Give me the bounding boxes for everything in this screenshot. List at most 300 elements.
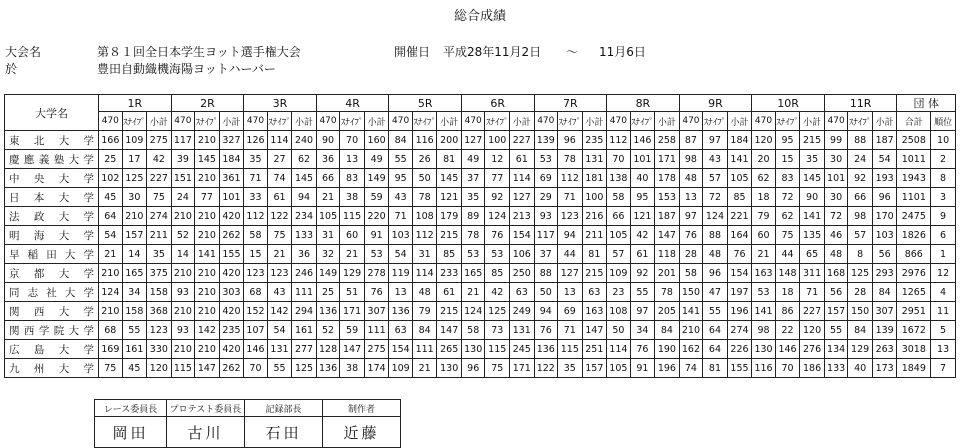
score-cell: 30 [824, 150, 848, 169]
score-cell: 21 [340, 245, 365, 264]
score-cell: 220 [364, 207, 389, 226]
score-cell: 48 [703, 245, 728, 264]
snipe-header: ｽﾅｲﾌﾟ [195, 112, 220, 131]
score-cell: 31 [412, 245, 437, 264]
score-cell: 102 [99, 169, 123, 188]
score-cell: 45 [122, 359, 147, 378]
score-cell: 303 [219, 283, 244, 302]
class-470-header: 470 [752, 112, 776, 131]
score-cell: 251 [582, 340, 607, 359]
score-cell: 115 [171, 359, 195, 378]
score-cell: 95 [630, 188, 655, 207]
score-cell: 117 [171, 131, 195, 150]
score-cell: 13 [679, 188, 703, 207]
race-header: 9R [679, 95, 752, 112]
score-cell: 88 [848, 131, 873, 150]
score-cell: 71 [558, 188, 583, 207]
university-name: 早稲田大学 [5, 245, 99, 264]
score-cell: 64 [703, 321, 728, 340]
score-cell: 115 [485, 340, 510, 359]
score-cell: 93 [171, 321, 195, 340]
score-cell: 15 [775, 150, 800, 169]
score-cell: 146 [775, 340, 800, 359]
snipe-header: ｽﾅｲﾌﾟ [558, 112, 583, 131]
score-cell: 92 [485, 188, 510, 207]
snipe-header: ｽﾅｲﾌﾟ [848, 112, 873, 131]
score-cell: 51 [340, 283, 365, 302]
score-cell: 107 [244, 321, 268, 340]
score-cell: 245 [510, 340, 535, 359]
score-cell: 29 [534, 188, 558, 207]
snipe-header: ｽﾅｲﾌﾟ [267, 112, 292, 131]
score-cell: 56 [872, 245, 897, 264]
score-cell: 98 [848, 207, 873, 226]
score-cell: 83 [775, 169, 800, 188]
team-rank-cell: 2 [931, 150, 956, 169]
score-cell: 34 [630, 321, 655, 340]
score-cell: 246 [292, 264, 317, 283]
score-cell: 124 [703, 207, 728, 226]
team-total-cell: 3018 [897, 340, 931, 359]
date-to: 11月6日 [599, 45, 646, 59]
score-cell: 215 [582, 264, 607, 283]
score-cell: 60 [340, 226, 365, 245]
score-cell: 165 [461, 264, 485, 283]
class-470-header: 470 [244, 112, 268, 131]
score-cell: 116 [412, 131, 437, 150]
event-name: 第８１回全日本学生ヨット選手権大会 [97, 45, 301, 59]
date-label: 開催日 [394, 45, 431, 59]
team-total-cell: 2976 [897, 264, 931, 283]
score-cell: 420 [219, 207, 244, 226]
subtotal-header: 小計 [872, 112, 897, 131]
score-cell: 52 [171, 226, 195, 245]
race-header: 4R [316, 95, 389, 112]
team-rank-cell: 7 [931, 359, 956, 378]
score-cell: 122 [534, 359, 558, 378]
score-cell: 120 [147, 359, 172, 378]
score-cell: 71 [389, 207, 413, 226]
score-cell: 96 [558, 131, 583, 150]
score-cell: 307 [872, 302, 897, 321]
score-cell: 47 [703, 283, 728, 302]
score-cell: 66 [848, 188, 873, 207]
class-470-header: 470 [316, 112, 340, 131]
score-cell: 103 [872, 226, 897, 245]
score-cell: 85 [727, 188, 752, 207]
score-cell: 173 [872, 359, 897, 378]
score-cell: 158 [147, 283, 172, 302]
score-cell: 161 [292, 321, 317, 340]
score-cell: 21 [316, 188, 340, 207]
score-cell: 85 [437, 245, 462, 264]
subtotal-header: 小計 [800, 112, 825, 131]
score-cell: 138 [607, 169, 631, 188]
team-rank-cell: 10 [931, 131, 956, 150]
score-cell: 210 [195, 302, 220, 321]
subtotal-header: 小計 [510, 112, 535, 131]
score-cell: 235 [582, 131, 607, 150]
class-470-header: 470 [99, 112, 123, 131]
score-cell: 234 [292, 207, 317, 226]
score-cell: 178 [655, 169, 680, 188]
score-cell: 114 [412, 264, 437, 283]
score-cell: 205 [655, 302, 680, 321]
snipe-header: ｽﾅｲﾌﾟ [122, 112, 147, 131]
score-cell: 139 [534, 131, 558, 150]
score-cell: 75 [99, 359, 123, 378]
score-cell: 84 [655, 321, 680, 340]
table-row [5, 302, 956, 321]
snipe-header: ｽﾅｲﾌﾟ [630, 112, 655, 131]
score-cell: 109 [389, 359, 413, 378]
score-cell: 90 [800, 188, 825, 207]
score-cell: 162 [679, 340, 703, 359]
score-cell: 148 [775, 264, 800, 283]
score-cell: 101 [630, 150, 655, 169]
university-name: 日本大学 [5, 188, 99, 207]
score-cell: 116 [752, 359, 776, 378]
date-separator: ～ [566, 45, 579, 59]
score-cell: 27 [267, 150, 292, 169]
score-cell: 147 [340, 340, 365, 359]
score-cell: 186 [800, 359, 825, 378]
score-cell: 165 [122, 264, 147, 283]
score-cell: 215 [800, 131, 825, 150]
score-cell: 50 [534, 283, 558, 302]
score-cell: 55 [824, 321, 848, 340]
score-cell: 38 [340, 188, 365, 207]
score-cell: 76 [485, 226, 510, 245]
score-cell: 141 [679, 302, 703, 321]
university-name: 明海大学 [5, 226, 99, 245]
score-cell: 26 [412, 150, 437, 169]
score-cell: 420 [219, 340, 244, 359]
team-header: 団 体 [897, 95, 956, 112]
score-cell: 54 [99, 226, 123, 245]
score-cell: 76 [630, 340, 655, 359]
score-cell: 210 [99, 302, 123, 321]
signature-role: 制作者 [323, 400, 401, 417]
score-cell: 136 [389, 302, 413, 321]
score-cell: 59 [340, 321, 365, 340]
score-cell: 210 [171, 302, 195, 321]
score-cell: 121 [630, 207, 655, 226]
score-cell: 190 [655, 340, 680, 359]
score-cell: 101 [824, 169, 848, 188]
score-cell: 131 [510, 321, 535, 340]
score-cell: 40 [848, 359, 873, 378]
snipe-header: ｽﾅｲﾌﾟ [412, 112, 437, 131]
score-cell: 66 [607, 207, 631, 226]
score-cell: 125 [122, 169, 147, 188]
team-total-cell: 1101 [897, 188, 931, 207]
score-cell: 274 [727, 321, 752, 340]
score-cell: 157 [122, 226, 147, 245]
score-cell: 136 [316, 302, 340, 321]
score-cell: 420 [219, 264, 244, 283]
university-name: 関西大学 [5, 302, 99, 321]
score-cell: 81 [703, 359, 728, 378]
score-cell: 53 [485, 245, 510, 264]
score-cell: 36 [292, 245, 317, 264]
score-cell: 92 [848, 169, 873, 188]
score-cell: 240 [292, 131, 317, 150]
score-cell: 115 [558, 340, 583, 359]
score-cell: 130 [461, 340, 485, 359]
score-cell: 124 [461, 302, 485, 321]
score-cell: 210 [679, 321, 703, 340]
score-cell: 61 [510, 150, 535, 169]
score-cell: 131 [267, 340, 292, 359]
score-cell: 30 [122, 188, 147, 207]
score-cell: 60 [752, 226, 776, 245]
score-cell: 311 [800, 264, 825, 283]
score-cell: 58 [607, 188, 631, 207]
class-470-header: 470 [824, 112, 848, 131]
score-cell: 100 [582, 188, 607, 207]
team-total-cell: 1011 [897, 150, 931, 169]
score-cell: 210 [195, 340, 220, 359]
score-cell: 187 [872, 131, 897, 150]
score-cell: 171 [655, 150, 680, 169]
score-cell: 88 [534, 264, 558, 283]
score-cell: 76 [679, 226, 703, 245]
score-cell: 145 [195, 150, 220, 169]
score-cell: 46 [824, 226, 848, 245]
score-cell: 274 [147, 207, 172, 226]
score-cell: 91 [364, 226, 389, 245]
team-rank-cell: 8 [931, 169, 956, 188]
score-cell: 35 [800, 150, 825, 169]
score-cell: 174 [364, 359, 389, 378]
score-cell: 109 [122, 131, 147, 150]
score-cell: 145 [800, 169, 825, 188]
score-cell: 235 [219, 321, 244, 340]
score-cell: 21 [461, 283, 485, 302]
score-cell: 210 [99, 264, 123, 283]
score-cell: 49 [461, 150, 485, 169]
score-cell: 97 [679, 207, 703, 226]
score-cell: 136 [316, 359, 340, 378]
subtotal-header: 小計 [364, 112, 389, 131]
score-cell: 76 [364, 283, 389, 302]
score-cell: 211 [582, 226, 607, 245]
score-cell: 106 [510, 245, 535, 264]
score-cell: 111 [292, 283, 317, 302]
score-cell: 179 [437, 207, 462, 226]
score-cell: 149 [364, 169, 389, 188]
score-cell: 63 [582, 283, 607, 302]
score-cell: 142 [195, 321, 220, 340]
score-cell: 40 [630, 169, 655, 188]
race-header: 6R [461, 95, 534, 112]
score-cell: 77 [195, 188, 220, 207]
team-total-cell: 866 [897, 245, 931, 264]
signature-role: レース委員長 [95, 400, 167, 417]
score-cell: 129 [848, 340, 873, 359]
score-cell: 210 [195, 169, 220, 188]
table-row [5, 150, 956, 169]
score-cell: 81 [437, 150, 462, 169]
score-cell: 141 [727, 150, 752, 169]
score-cell: 166 [99, 131, 123, 150]
score-cell: 163 [752, 264, 776, 283]
score-cell: 74 [267, 169, 292, 188]
score-cell: 28 [679, 245, 703, 264]
score-cell: 105 [607, 359, 631, 378]
score-cell: 73 [485, 321, 510, 340]
rank-header: 順位 [931, 112, 956, 131]
score-cell: 8 [848, 245, 873, 264]
score-cell: 263 [872, 340, 897, 359]
score-cell: 210 [171, 264, 195, 283]
score-cell: 123 [244, 264, 268, 283]
score-cell: 18 [752, 188, 776, 207]
score-cell: 28 [848, 283, 873, 302]
score-cell: 53 [752, 283, 776, 302]
score-cell: 368 [147, 302, 172, 321]
team-total-cell: 1943 [897, 169, 931, 188]
signature-role: プロテスト委員長 [167, 400, 245, 417]
score-cell: 133 [824, 359, 848, 378]
score-cell: 105 [607, 226, 631, 245]
score-cell: 74 [679, 359, 703, 378]
score-cell: 85 [485, 264, 510, 283]
score-cell: 258 [655, 131, 680, 150]
score-cell: 118 [655, 245, 680, 264]
score-cell: 147 [437, 321, 462, 340]
score-cell: 115 [340, 207, 365, 226]
score-cell: 75 [775, 226, 800, 245]
score-cell: 152 [244, 302, 268, 321]
class-470-header: 470 [461, 112, 485, 131]
score-cell: 62 [292, 150, 317, 169]
score-cell: 134 [824, 340, 848, 359]
score-cell: 105 [727, 169, 752, 188]
score-cell: 160 [364, 131, 389, 150]
team-rank-cell: 11 [931, 302, 956, 321]
score-cell: 193 [872, 169, 897, 188]
score-cell: 78 [655, 283, 680, 302]
score-cell: 43 [389, 188, 413, 207]
score-cell: 120 [752, 131, 776, 150]
university-name: 九州大学 [5, 359, 99, 378]
score-cell: 71 [558, 321, 583, 340]
score-cell: 123 [558, 207, 583, 226]
score-cell: 48 [824, 245, 848, 264]
score-cell: 18 [775, 283, 800, 302]
score-cell: 88 [703, 226, 728, 245]
score-cell: 38 [340, 359, 365, 378]
score-cell: 84 [848, 321, 873, 340]
score-cell: 142 [267, 302, 292, 321]
score-cell: 215 [437, 226, 462, 245]
score-cell: 123 [267, 264, 292, 283]
score-cell: 70 [244, 359, 268, 378]
score-cell: 13 [389, 283, 413, 302]
score-cell: 20 [752, 150, 776, 169]
score-cell: 94 [558, 226, 583, 245]
score-cell: 100 [485, 131, 510, 150]
table-row [5, 131, 956, 150]
table-row [5, 226, 956, 245]
score-cell: 70 [607, 150, 631, 169]
score-cell: 307 [364, 302, 389, 321]
snipe-header: ｽﾅｲﾌﾟ [485, 112, 510, 131]
score-cell: 216 [582, 207, 607, 226]
score-cell: 127 [461, 131, 485, 150]
score-cell: 58 [244, 226, 268, 245]
score-cell: 69 [534, 169, 558, 188]
event-label: 大会名 [5, 45, 42, 59]
score-cell: 330 [147, 340, 172, 359]
score-cell: 210 [171, 340, 195, 359]
score-cell: 48 [679, 169, 703, 188]
score-cell: 77 [485, 169, 510, 188]
score-cell: 95 [389, 169, 413, 188]
score-cell: 72 [703, 188, 728, 207]
score-cell: 78 [558, 150, 583, 169]
score-cell: 168 [824, 264, 848, 283]
score-cell: 25 [316, 283, 340, 302]
snipe-header: ｽﾅｲﾌﾟ [775, 112, 800, 131]
university-name: 法政大学 [5, 207, 99, 226]
score-cell: 211 [147, 226, 172, 245]
score-cell: 55 [630, 283, 655, 302]
university-name: 関西学院大学 [5, 321, 99, 340]
score-cell: 35 [147, 245, 172, 264]
score-cell: 114 [267, 131, 292, 150]
score-cell: 58 [679, 264, 703, 283]
score-cell: 48 [412, 283, 437, 302]
table-row [5, 264, 956, 283]
score-cell: 55 [389, 150, 413, 169]
score-cell: 136 [534, 340, 558, 359]
race-header: 5R [389, 95, 462, 112]
subtotal-header: 小計 [147, 112, 172, 131]
class-470-header: 470 [679, 112, 703, 131]
score-cell: 221 [727, 207, 752, 226]
table-row [5, 245, 956, 264]
team-rank-cell: 1 [931, 245, 956, 264]
score-cell: 75 [485, 359, 510, 378]
score-cell: 114 [510, 169, 535, 188]
score-cell: 210 [195, 264, 220, 283]
score-cell: 210 [195, 131, 220, 150]
race-header: 2R [171, 95, 244, 112]
score-cell: 91 [630, 359, 655, 378]
score-cell: 210 [195, 207, 220, 226]
score-cell: 130 [752, 340, 776, 359]
score-cell: 197 [727, 283, 752, 302]
score-cell: 227 [147, 169, 172, 188]
snipe-header: ｽﾅｲﾌﾟ [703, 112, 728, 131]
score-cell: 294 [292, 302, 317, 321]
score-cell: 123 [147, 321, 172, 340]
score-cell: 56 [824, 283, 848, 302]
score-cell: 158 [122, 302, 147, 321]
score-cell: 133 [292, 226, 317, 245]
score-cell: 93 [171, 283, 195, 302]
score-cell: 42 [147, 150, 172, 169]
signature-table [94, 399, 401, 448]
score-cell: 141 [195, 245, 220, 264]
score-cell: 196 [727, 302, 752, 321]
score-cell: 61 [437, 283, 462, 302]
score-cell: 70 [775, 359, 800, 378]
score-cell: 71 [244, 169, 268, 188]
